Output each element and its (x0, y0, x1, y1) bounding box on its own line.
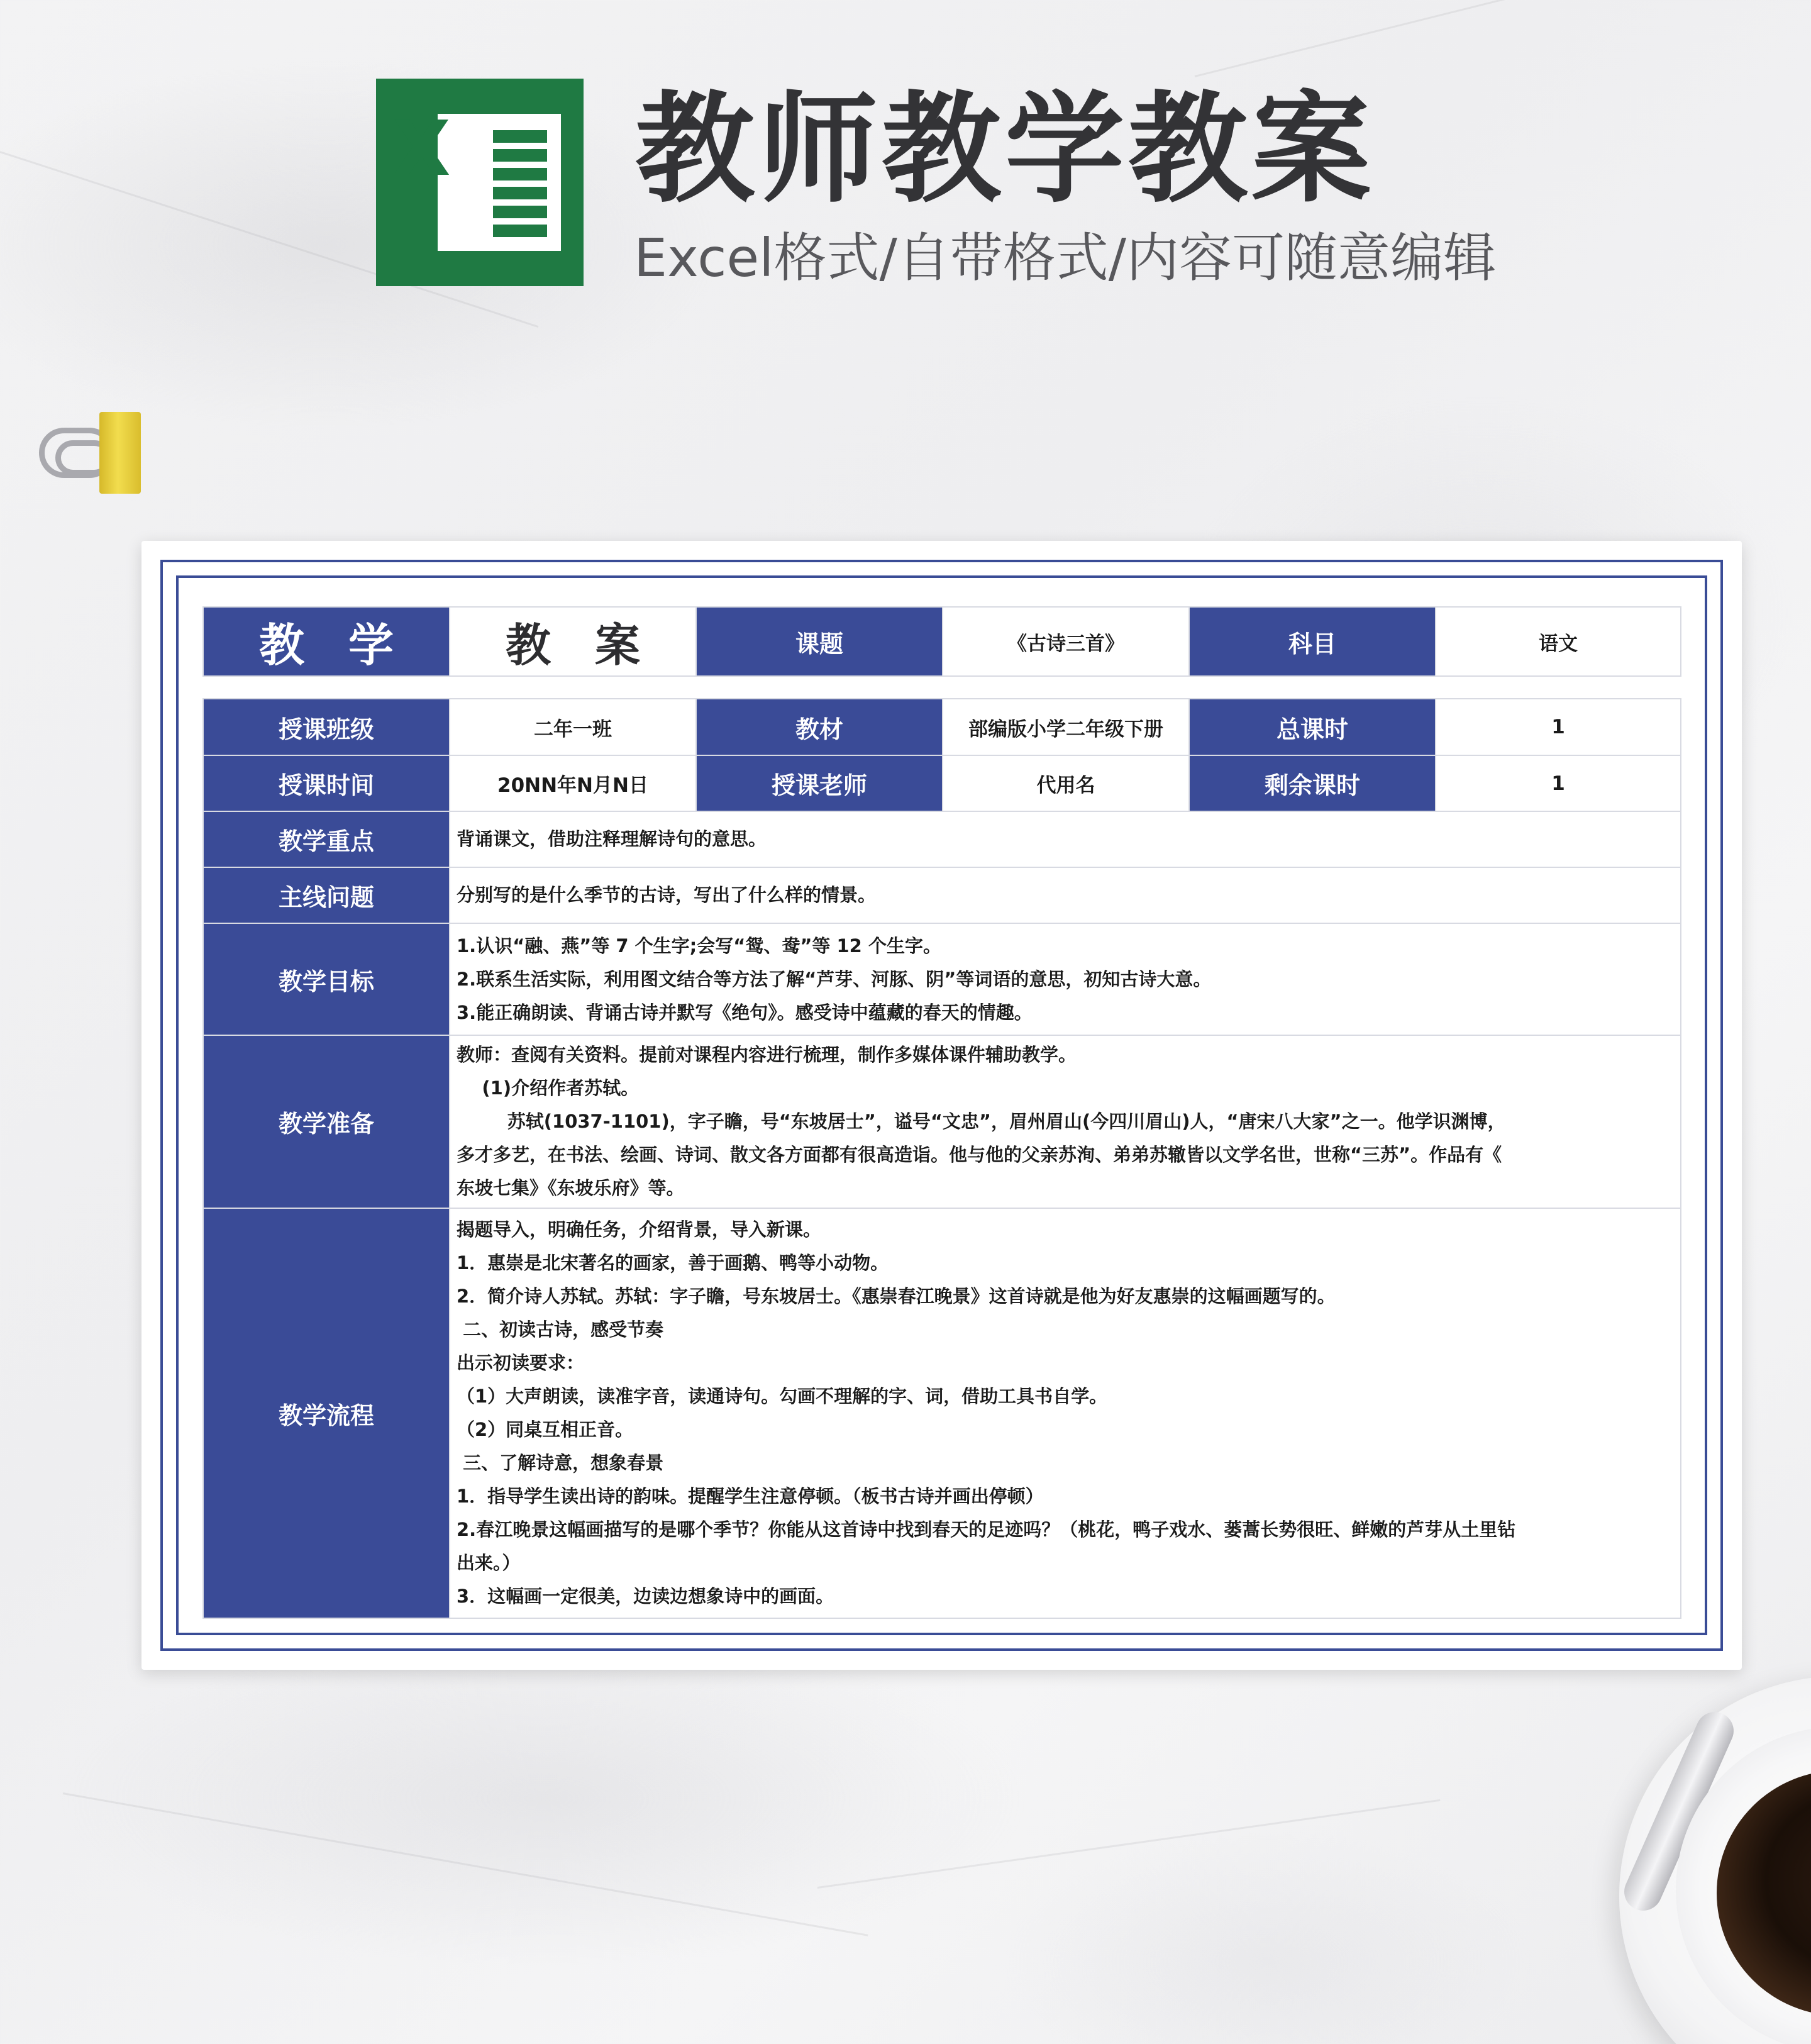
remaining-hours-label: 剩余课时 (1189, 755, 1436, 811)
table-row (203, 811, 1681, 867)
goals-label: 教学目标 (203, 923, 450, 1035)
topic-label: 课题 (696, 607, 943, 676)
class-label: 授课班级 (203, 699, 450, 755)
title-cell-plan: 教案 (450, 607, 696, 676)
total-hours-label: 总课时 (1189, 699, 1436, 755)
teacher-value[interactable]: 代用名 (943, 755, 1189, 811)
table-row (203, 699, 1681, 755)
form-title-row (202, 606, 1681, 677)
topic-value[interactable]: 《古诗三首》 (943, 607, 1189, 676)
textbook-value[interactable]: 部编版小学二年级下册 (943, 699, 1189, 755)
process-label: 教学流程 (203, 1208, 450, 1618)
lesson-plan-sheet (141, 541, 1742, 1670)
table-row (203, 867, 1681, 923)
time-value[interactable]: 20NN年N月N日 (450, 755, 696, 811)
lesson-plan-table (202, 698, 1681, 1619)
remaining-hours-value[interactable]: 1 (1436, 755, 1681, 811)
marble-vein (817, 1799, 1441, 1889)
process-text[interactable]: 揭题导入，明确任务，介绍背景，导入新课。 1．惠崇是北宋著名的画家，善于画鹅、鸭等小动物。 2．简介诗人苏轼。苏轼：字子瞻，号东坡居士。《惠崇春江晚景》这首诗就是他为好友惠崇的这幅画题写的。 二、初读古诗，感受节奏 出示初读要求： （1）大声朗读，读准字音，读通诗句。勾画不理解的字、词，借助工具书自学。 （2）同桌互相正音。 三、了解诗意，想象春景 1．指导学生读出诗的韵味。提醒学生注意停顿。（板书古诗并画出停顿） 2.春江晚景这幅画描写的是哪个季节？你能从这首诗中找到春天的足迹吗？（桃花，鸭子戏水、蒌蒿长势很旺、鲜嫩的芦芽从土里钻 出来。） 3．这幅画一定很美，边读边想象诗中的画面。 (450, 1208, 1681, 1618)
title-cell-teach: 教学 (203, 607, 450, 676)
teacher-label: 授课老师 (696, 755, 943, 811)
subject-label: 科目 (1189, 607, 1436, 676)
page-title: 教师教学教案 (635, 80, 1375, 219)
total-hours-value[interactable]: 1 (1436, 699, 1681, 755)
goals-text[interactable]: 1.认识“融、燕”等 7 个生字;会写“鸳、鸯”等 12 个生字。 2.联系生活实际，利用图文结合等方法了解“芦芽、河豚、阴”等词语的意思，初知古诗大意。 3.能正确朗读、背诵古诗并默写《绝句》。感受诗中蕴藏的春天的情趣。 (450, 923, 1681, 1035)
main-question-label: 主线问题 (203, 867, 450, 923)
page-subtitle: Excel格式/自带格式/内容可随意编辑 (634, 227, 1497, 289)
focus-label: 教学重点 (203, 811, 450, 867)
marble-vein (63, 1792, 868, 1936)
marble-vein (1195, 0, 1811, 77)
subject-value[interactable]: 语文 (1436, 607, 1681, 676)
table-row (203, 1035, 1681, 1208)
preparation-text[interactable]: 教师：查阅有关资料。提前对课程内容进行梳理，制作多媒体课件辅助教学。 (1)介绍作者苏轼。 苏轼(1037-1101)，字子瞻，号“东坡居士”，谥号“文忠”，眉州眉山(今四川眉山)人，“唐宋八大家”之一。他学识渊博， 多才多艺，在书法、绘画、诗词、散文各方面都有很高造诣。他与他的父亲苏洵、弟弟苏辙皆以文学名世，世称“三苏”。作品有《 东坡七集》《东坡乐府》等。 (450, 1035, 1681, 1208)
table-row (203, 755, 1681, 811)
preparation-label: 教学准备 (203, 1035, 450, 1208)
table-row (203, 923, 1681, 1035)
class-value[interactable]: 二年一班 (450, 699, 696, 755)
focus-text[interactable]: 背诵课文，借助注释理解诗句的意思。 (450, 811, 1681, 867)
excel-logo-icon (376, 79, 584, 286)
textbook-label: 教材 (696, 699, 943, 755)
time-label: 授课时间 (203, 755, 450, 811)
table-row (203, 1208, 1681, 1618)
main-question-text[interactable]: 分别写的是什么季节的古诗，写出了什么样的情景。 (450, 867, 1681, 923)
excel-logo-letter: X (392, 106, 451, 193)
